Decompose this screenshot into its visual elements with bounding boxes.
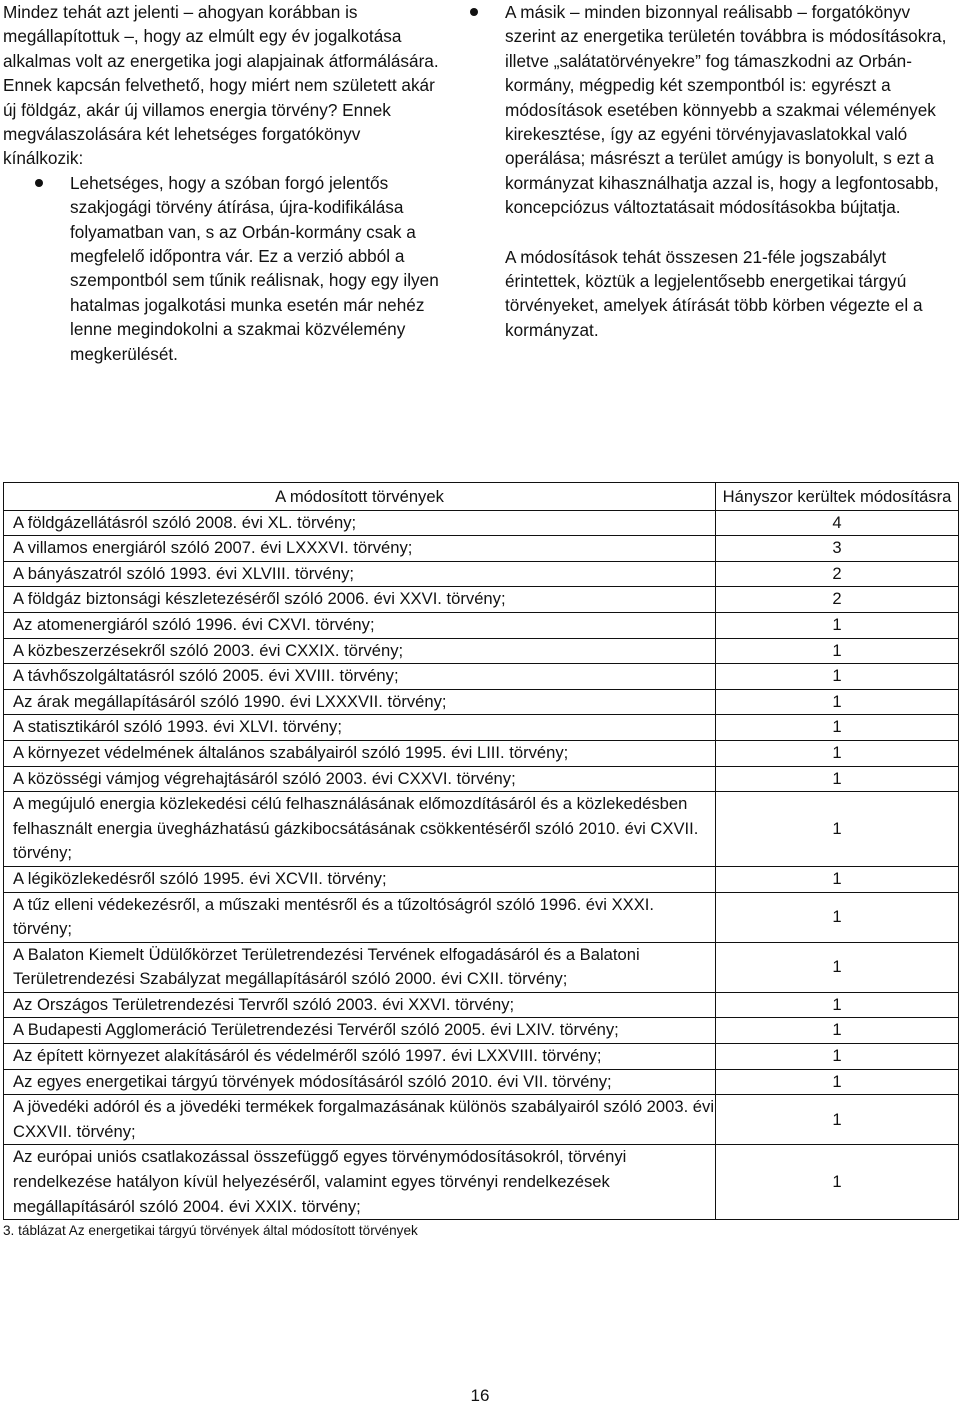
amendment-count: 1: [716, 1145, 959, 1220]
table-caption: 3. táblázat Az energetikai tárgyú törvények által módosított törvények: [3, 1223, 418, 1238]
law-name: Az épített környezet alakításáról és védelméről szóló 1997. évi LXXVIII. törvény;: [4, 1044, 716, 1070]
amendment-count: 1: [716, 892, 959, 942]
amendment-count: 1: [716, 942, 959, 992]
table-row: [4, 992, 959, 1018]
scenario-text-2: A másik – minden bizonnyal reálisabb – forgatókönyv szerint az energetika területén továbbra is módosításokra, illetve „salátatörvényekre” fog támaszkodni az Orbán-kormány, mégpedig két szempontból is: egyrészt a módosítások esetében könnyebb a szakmai vélemények kirekesztése, így az egyéni törvényjavaslatokkal való operálása; másrészt a terület amúgy is bonyolult, s ezt a kormányzat kihasználhatja azzal is, hogy a legfontosabb, koncepciózus változtatásait módosításokba bújtatja.: [505, 2, 947, 218]
table-row: [4, 612, 959, 638]
table-row: [4, 766, 959, 792]
amendment-count: 1: [716, 715, 959, 741]
law-name: A bányászatról szóló 1993. évi XLVIII. törvény;: [4, 561, 716, 587]
amended-laws-table: [3, 482, 959, 1220]
amendment-count: 1: [716, 992, 959, 1018]
table-body: [4, 510, 959, 1220]
law-name: A földgázellátásról szóló 2008. évi XL. törvény;: [4, 510, 716, 536]
amendment-count: 4: [716, 510, 959, 536]
table-row: [4, 1018, 959, 1044]
table-row: [4, 689, 959, 715]
page-number: 16: [470, 1386, 490, 1405]
table-row: [4, 1044, 959, 1070]
table-row: [4, 536, 959, 562]
right-column: [505, 0, 957, 342]
left-column: [3, 0, 443, 366]
table-row: [4, 740, 959, 766]
scenario-list: [3, 171, 443, 366]
amendment-count: 1: [716, 866, 959, 892]
bullet-icon: [35, 179, 43, 187]
table-row: [4, 510, 959, 536]
scenario-bullet-2: [437, 0, 957, 220]
amendment-count: 2: [716, 561, 959, 587]
table-row: [4, 1095, 959, 1145]
law-name: Az európai uniós csatlakozással összefüggő egyes törvénymódosításokról, törvényi rendelkezése hatályon kívül helyezéséről, valamint egyes törvényi rendelkezések megállapításáról szóló 2004. évi XXIX. törvény;: [4, 1145, 716, 1220]
amendment-count: 1: [716, 1095, 959, 1145]
bullet-icon: [470, 8, 478, 16]
amendment-count: 1: [716, 689, 959, 715]
summary-paragraph: A módosítások tehát összesen 21-féle jogszabályt érintettek, köztük a legjelentősebb energetikai tárgyú törvényeket, amelyek átírását több körben végezte el a kormányzat.: [505, 246, 923, 340]
law-name: A környezet védelmének általános szabályairól szóló 1995. évi LIII. törvény;: [4, 740, 716, 766]
law-name: A villamos energiáról szóló 2007. évi LXXXVI. törvény;: [4, 536, 716, 562]
table-row: [4, 664, 959, 690]
amendment-count: 3: [716, 536, 959, 562]
table-header-row: [4, 483, 959, 511]
scenario-list-2: [505, 0, 957, 220]
table-row: [4, 892, 959, 942]
table-row: [4, 1145, 959, 1220]
law-name: A Balaton Kiemelt Üdülőkörzet Területrendezési Tervének elfogadásáról és a Balatoni Területrendezési Szabályzat megállapításáról szóló 2000. évi CXII. törvény;: [4, 942, 716, 992]
intro-paragraph: Mindez tehát azt jelenti – ahogyan korábban is megállapítottuk –, hogy az elmúlt egy év jogalkotása alkalmas volt az energetika jogi alapjainak átformálására. Ennek kapcsán felvethető, hogy miért nem született akár új földgáz, akár új villamos energia törvény? Ennek megválaszolására két lehetséges forgatókönyv kínálkozik:: [3, 2, 439, 169]
law-name: A távhőszolgáltatásról szóló 2005. évi XVIII. törvény;: [4, 664, 716, 690]
law-name: Az Országos Területrendezési Tervről szóló 2003. évi XXVI. törvény;: [4, 992, 716, 1018]
scenario-bullet-1: [3, 171, 443, 366]
table-row: [4, 587, 959, 613]
law-name: Az árak megállapításáról szóló 1990. évi LXXXVII. törvény;: [4, 689, 716, 715]
table-row: [4, 1069, 959, 1095]
amendment-count: 1: [716, 766, 959, 792]
amendment-count: 1: [716, 740, 959, 766]
law-name: A jövedéki adóról és a jövedéki termékek forgalmazásának különös szabályairól szóló 2003. évi CXXVII. törvény;: [4, 1095, 716, 1145]
header-law: A módosított törvények: [4, 483, 716, 511]
law-name: A közbeszerzésekről szóló 2003. évi CXXIX. törvény;: [4, 638, 716, 664]
header-count: Hányszor kerültek módosításra: [716, 483, 959, 511]
table-row: [4, 561, 959, 587]
law-name: A statisztikáról szóló 1993. évi XLVI. törvény;: [4, 715, 716, 741]
amendment-count: 1: [716, 612, 959, 638]
table-row: [4, 942, 959, 992]
law-name: A megújuló energia közlekedési célú felhasználásának előmozdításáról és a közlekedésben felhasznált energia üvegházhatású gázkibocsátásának csökkentéséről szóló 2010. évi CXVII. törvény;: [4, 792, 716, 867]
amendment-count: 1: [716, 638, 959, 664]
amendment-count: 1: [716, 1018, 959, 1044]
amendment-count: 2: [716, 587, 959, 613]
table-row: [4, 715, 959, 741]
law-name: A Budapesti Agglomeráció Területrendezési Tervéről szóló 2005. évi LXIV. törvény;: [4, 1018, 716, 1044]
amendment-count: 1: [716, 1044, 959, 1070]
law-name: Az atomenergiáról szóló 1996. évi CXVI. törvény;: [4, 612, 716, 638]
law-name: A légiközlekedésről szóló 1995. évi XCVII. törvény;: [4, 866, 716, 892]
law-name: A tűz elleni védekezésről, a műszaki mentésről és a tűzoltóságról szóló 1996. évi XXXI. törvény;: [4, 892, 716, 942]
scenario-text-1: Lehetséges, hogy a szóban forgó jelentős szakjogági törvény átírása, újra-kodifikálása folyamatban van, s az Orbán-kormány csak a megfelelő időpontra vár. Ez a verzió abból a szempontból sem tűnik reálisnak, hogy egy ilyen hatalmas jogalkotási munka esetén már nehéz lenne megindokolni a szakmai közvélemény megkerülését.: [70, 172, 439, 364]
amendment-count: 1: [716, 1069, 959, 1095]
amendment-count: 1: [716, 792, 959, 867]
law-name: A földgáz biztonsági készletezéséről szóló 2006. évi XXVI. törvény;: [4, 587, 716, 613]
table-row: [4, 866, 959, 892]
law-name: Az egyes energetikai tárgyú törvények módosításáról szóló 2010. évi VII. törvény;: [4, 1069, 716, 1095]
amendment-count: 1: [716, 664, 959, 690]
table-row: [4, 792, 959, 867]
law-name: A közösségi vámjog végrehajtásáról szóló 2003. évi CXXVI. törvény;: [4, 766, 716, 792]
table-row: [4, 638, 959, 664]
